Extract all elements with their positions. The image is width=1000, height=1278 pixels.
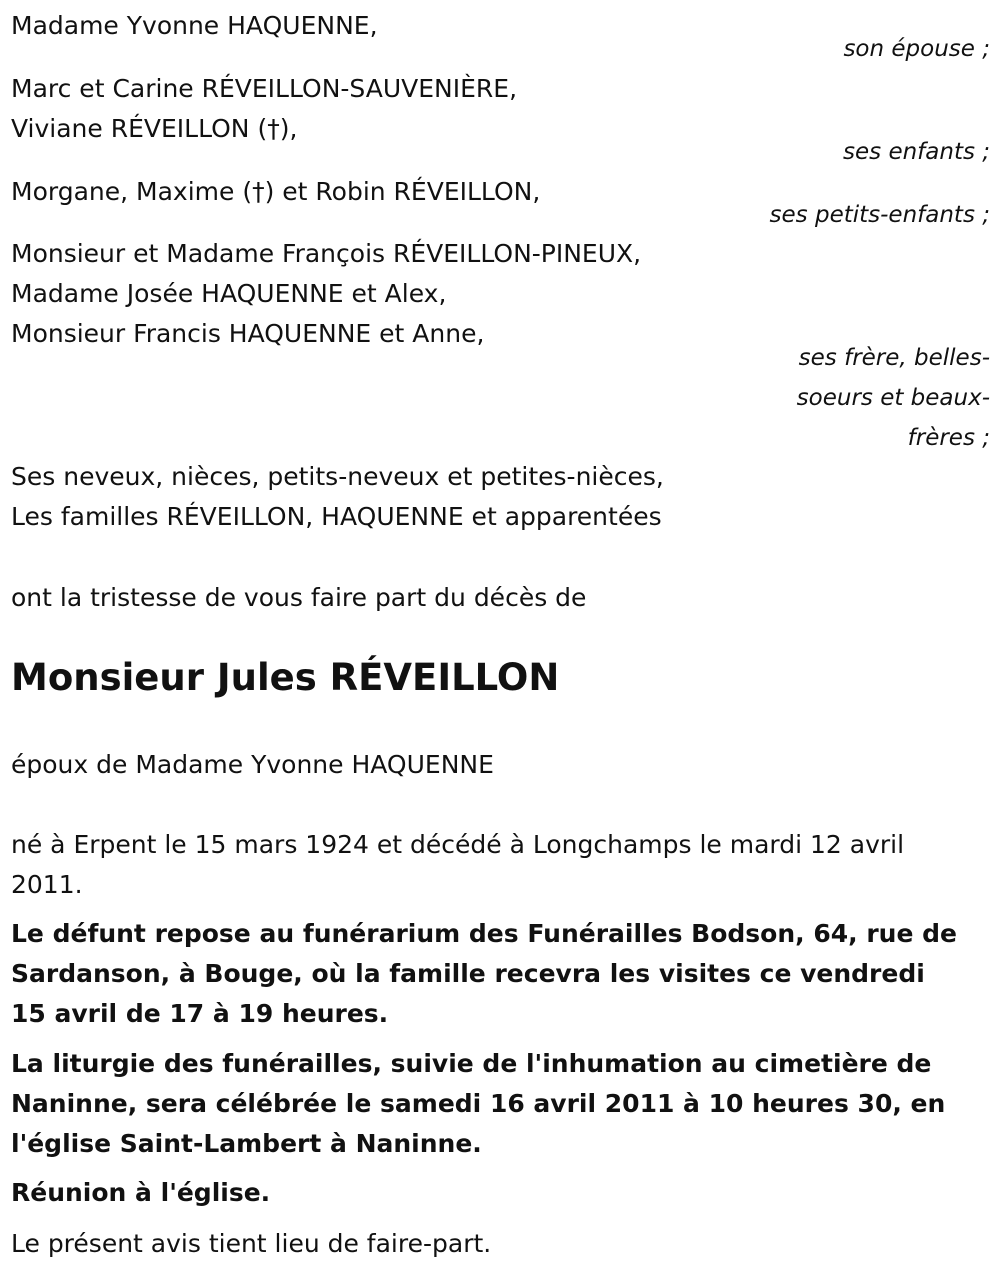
notice-text: Le présent avis tient lieu de faire-part. <box>11 1229 492 1258</box>
sibling-name-1: Monsieur et Madame François RÉVEILLON-PINEUX, <box>11 239 642 268</box>
child-name-2: Viviane RÉVEILLON (†), <box>11 114 298 143</box>
grandchildren-names: Morgane, Maxime (†) et Robin RÉVEILLON, <box>11 177 541 206</box>
funeral-info: La liturgie des funérailles, suivie de l'inhumation au cimetière de Naninne, sera célébrée le samedi 16 avril 2011 à 10 heures 30, en l'église Saint-Lambert à Naninne. <box>11 1049 946 1158</box>
grandchildren-role: ses petits-enfants ; <box>769 202 990 228</box>
child-name-1: Marc et Carine RÉVEILLON-SAUVENIÈRE, <box>11 74 518 103</box>
visitation-info: Le défunt repose au funérarium des Funérailles Bodson, 64, rue de Sardanson, à Bouge, où la famille recevra les visites ce vendredi 15 avril de 17 à 19 heures. <box>11 919 957 1028</box>
sibling-name-2: Madame Josée HAQUENNE et Alex, <box>11 279 447 308</box>
announcement-intro: ont la tristesse de vous faire part du décès de <box>11 583 587 612</box>
deceased-name: Monsieur Jules RÉVEILLON <box>11 656 560 699</box>
extended-family-1: Ses neveux, nièces, petits-neveux et petites-nièces, <box>11 462 664 491</box>
birth-death-dates: né à Erpent le 15 mars 1924 et décédé à Longchamps le mardi 12 avril 2011. <box>11 830 905 899</box>
spouse-role: son épouse ; <box>843 36 990 62</box>
children-role: ses enfants ; <box>843 139 990 165</box>
extended-family-2: Les familles RÉVEILLON, HAQUENNE et apparentées <box>11 502 662 531</box>
siblings-role: ses frère, belles-soeurs et beaux-frères ; <box>796 345 990 451</box>
sibling-name-3: Monsieur Francis HAQUENNE et Anne, <box>11 319 485 348</box>
spouse-of: époux de Madame Yvonne HAQUENNE <box>11 750 494 779</box>
meeting-info: Réunion à l'église. <box>11 1178 271 1207</box>
spouse-name: Madame Yvonne HAQUENNE, <box>11 11 378 40</box>
